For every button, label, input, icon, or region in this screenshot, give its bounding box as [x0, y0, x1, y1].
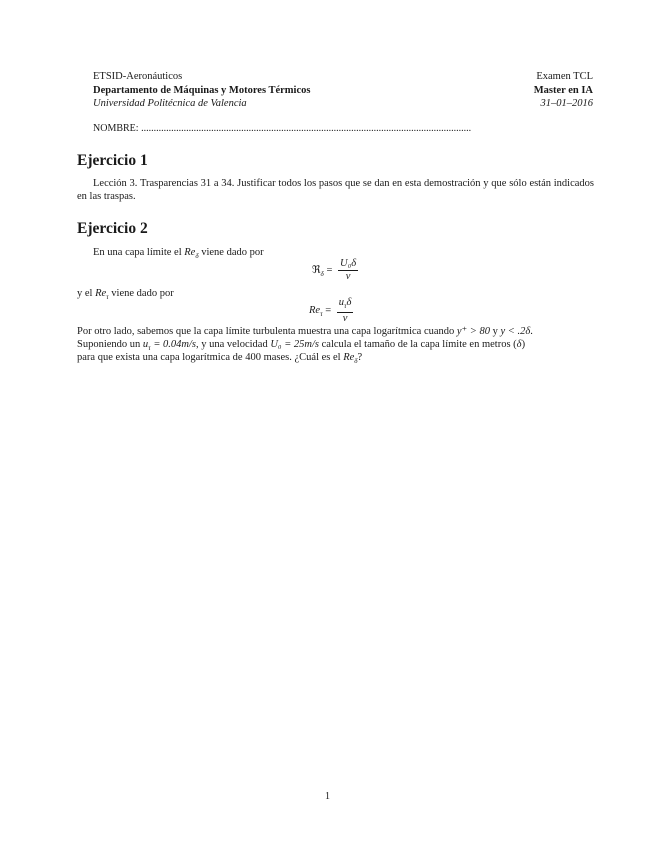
- p3-re-base: Re: [343, 352, 355, 363]
- p2-utau-sub: τ: [148, 344, 151, 353]
- p3-re-sub: δ: [354, 357, 358, 366]
- equation-re-tau: [309, 297, 353, 325]
- eq1-fraction: [338, 258, 358, 283]
- exercise-2-line-1: [77, 325, 594, 338]
- eq2-num-tail: δ: [346, 297, 352, 308]
- re-tau-sub: τ: [106, 293, 109, 302]
- exercise-2-title: Ejercicio 2: [77, 220, 148, 237]
- p2-math-utau: [142, 339, 196, 353]
- eq2-equals: =: [325, 305, 332, 317]
- exam-date: 31–01–2016: [540, 98, 593, 109]
- eq2-num-base: u: [338, 297, 345, 308]
- intro-text-b: viene dado por: [198, 247, 264, 258]
- p2-text-d: ): [521, 339, 526, 350]
- name-field: [93, 122, 473, 136]
- name-dots: ....................................................................................................................................: [141, 123, 472, 134]
- department-name: Departamento de Máquinas y Motores Térmicos: [93, 84, 311, 96]
- eq2-fraction: [337, 297, 354, 325]
- eq2-numerator: [337, 297, 354, 313]
- re-delta-symbol: [184, 247, 199, 261]
- eq2-num-sub: τ: [344, 302, 347, 311]
- p2-text-a: Suponiendo un: [77, 339, 143, 350]
- p2-utau-tail: = 0.04m/s: [150, 339, 196, 350]
- intro-text-a: En una capa límite el: [93, 247, 185, 258]
- p1-text: Por otro lado, sabemos que la capa límite turbulenta muestra una capa logarítmica cuando: [77, 326, 457, 337]
- exercise-2-intro: [93, 246, 264, 263]
- eq1-numerator: U₀δ: [339, 258, 357, 269]
- exercise-2-line-3: [77, 351, 594, 368]
- eq2-lhs-sub: τ: [320, 310, 323, 319]
- name-label: NOMBRE:: [93, 123, 139, 134]
- p1-end: .: [530, 326, 533, 337]
- p3-text-b: ?: [357, 352, 363, 363]
- p2-math-delta: δ: [516, 339, 522, 350]
- re-delta-base: Re: [184, 247, 196, 258]
- program-name: Master en IA: [533, 84, 593, 96]
- exercise-1-title: Ejercicio 1: [77, 152, 148, 169]
- p1-math-yplus: y⁺ > 80: [456, 326, 490, 337]
- page-header: [93, 70, 593, 111]
- re-delta-sub: δ: [195, 252, 199, 261]
- p2-text-b: , y una velocidad: [195, 339, 271, 350]
- p2-text-c: calcula el tamaño de la capa límite en metros (: [319, 339, 517, 350]
- p2-math-u0: U₀ = 25m/s: [270, 339, 319, 350]
- eq2-denominator: ν: [342, 313, 348, 325]
- eq1-denominator: ν: [345, 271, 351, 282]
- p3-text-a: para que exista una capa logarítmica de 400 mases. ¿Cuál es el: [77, 352, 344, 363]
- mid-text-a: y el: [77, 288, 96, 299]
- mid-text-b: viene dado por: [108, 288, 174, 299]
- exam-name: Examen TCL: [536, 71, 593, 82]
- school-name: ETSID-Aeronáuticos: [93, 71, 183, 82]
- re-tau-symbol: [95, 288, 109, 302]
- exercise-1-text: Lección 3. Trasparencias 31 a 34. Justificar todos los pasos que se dan en esta demostración y que sólo están indicados en las traspas.: [77, 178, 594, 203]
- page-number: 1: [325, 791, 330, 802]
- eq1-lhs-symbol: ℜ: [312, 264, 321, 276]
- eq1-equals: =: [326, 264, 333, 276]
- university-name: Universidad Politécnica de Valencia: [93, 98, 247, 109]
- eq1-lhs: [312, 265, 324, 276]
- p1-math-y: y < .2δ: [500, 326, 531, 337]
- eq2-lhs-base: Re: [309, 305, 321, 317]
- exercise-2-mid: [77, 287, 174, 304]
- p3-math-re-delta: [343, 352, 358, 366]
- eq2-lhs: [309, 305, 323, 319]
- eq1-lhs-sub: δ: [320, 270, 324, 278]
- re-tau-base: Re: [95, 288, 107, 299]
- p2-utau-base: u: [142, 339, 149, 350]
- equation-re-delta: [312, 258, 358, 283]
- p1-mid: y: [489, 326, 501, 337]
